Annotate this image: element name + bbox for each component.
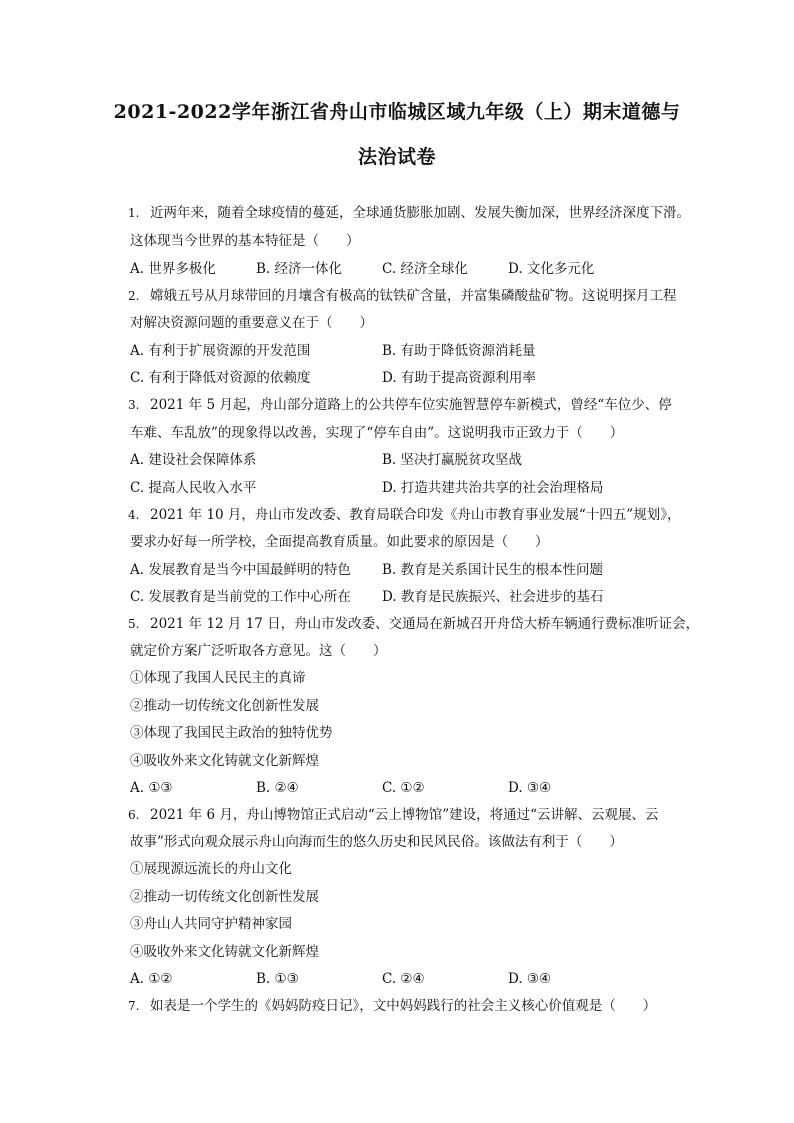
question-4-option-d: D. 教育是民族振兴、社会进步的基石 [382,589,604,605]
question-5-statement-1: ①体现了我国人民民主的真谛 [130,670,306,686]
question-6-option-a: A. ①② [130,971,173,987]
question-7-stem-line-1: 7. 如表是一个学生的《妈妈防疫日记》，文中妈妈践行的社会主义核心价值观是（ ） [128,998,657,1014]
question-1-option-b: B. 经济一体化 [256,261,343,277]
question-6-option-b: B. ①③ [256,971,299,987]
question-4-option-a: A. 发展教育是当今中国最鲜明的特色 [130,562,351,578]
question-5-option-c: C. ①② [382,780,425,796]
question-7-number: 7. [128,999,140,1013]
question-3-stem-line-1: 3. 2021 年 5 月起，舟山部分道路上的公共停车位实施智慧停车新模式，曾经“车位少、停 [128,397,672,413]
question-3-stem-line-2: 车难、车乱放”的现象得以改善，实现了“停车自由”。这说明我市正致力于（ ） [130,425,624,441]
question-5-statement-2: ②推动一切传统文化创新性发展 [130,698,319,714]
question-6-stem-line-1: 6. 2021 年 6 月，舟山博物馆正式启动“云上博物馆”建设，将通过“云讲解、云观展、云 [128,807,659,823]
question-2-option-a: A. 有利于扩展资源的开发范围 [130,343,311,359]
question-4-stem-line-2: 要求办好每一所学校，全面提高教育质量。如此要求的原因是（ ） [130,534,549,550]
question-5-option-d: D. ③④ [508,780,552,796]
question-3-option-a: A. 建设社会保障体系 [130,452,257,468]
question-3-number: 3. [128,398,140,412]
question-2-option-c: C. 有利于降低对资源的依赖度 [130,370,311,386]
question-5-option-b: B. ②④ [256,780,299,796]
exam-title-line-2: 法治试卷 [357,146,436,168]
question-4-stem-line-1: 4. 2021 年 10 月，舟山市发改委、教育局联合印发《舟山市教育事业发展“十四五”规划》， [128,507,681,523]
question-2-number: 2. [128,289,140,303]
question-1-stem-line-1: 1. 近两年来，随着全球疫情的蔓延，全球通货膨胀加剧、发展失衡加深，世界经济深度下滑。 [128,205,690,221]
question-4-number: 4. [128,508,140,522]
question-3-option-b: B. 坚决打赢脱贫攻坚战 [382,452,523,468]
question-5-stem-line-2: 就定价方案广泛听取各方意见。这（ ） [130,643,387,659]
question-6-option-d: D. ③④ [508,971,552,987]
exam-title-line-1: 2021-2022学年浙江省舟山市临城区域九年级（上）期末道德与 [113,101,681,123]
question-6-stem-line-2: 故事”形式向观众展示舟山向海而生的悠久历史和民风民俗。该做法有利于（ ） [130,834,623,850]
question-6-statement-2: ②推动一切传统文化创新性发展 [130,889,319,905]
question-2-stem-line-1: 2. 嫦娥五号从月球带回的月壤含有极高的钛铁矿含量，并富集磷酸盐矿物。这说明探月工程 [128,288,677,304]
question-6-number: 6. [128,808,140,822]
question-2-option-d: D. 有助于提高资源利用率 [382,370,536,386]
question-6-statement-3: ③舟山人共同守护精神家园 [130,916,292,932]
question-1-option-d: D. 文化多元化 [508,261,595,277]
question-4-option-c: C. 发展教育是当前党的工作中心所在 [130,589,351,605]
question-1-option-c: C. 经济全球化 [382,261,468,277]
question-5-stem-line-1: 5. 2021 年 12 月 17 日，舟山市发改委、交通局在新城召开舟岱大桥车辆通行费标准听证会， [128,616,700,632]
question-1-number: 1. [128,206,140,220]
question-6-statement-4: ④吸收外来文化铸就文化新辉煌 [130,944,319,960]
question-2-option-b: B. 有助于降低资源消耗量 [382,343,536,359]
question-6-statement-1: ①展现源远流长的舟山文化 [130,861,292,877]
question-4-option-b: B. 教育是关系国计民生的根本性问题 [382,562,604,578]
question-6-option-c: C. ②④ [382,971,425,987]
question-2-stem-line-2: 对解决资源问题的重要意义在于（ ） [130,315,373,331]
question-5-option-a: A. ①③ [130,780,173,796]
question-5-number: 5. [128,617,140,631]
question-3-option-c: C. 提高人民收入水平 [130,480,257,496]
question-3-option-d: D. 打造共建共治共享的社会治理格局 [382,480,604,496]
question-1-stem-line-2: 这体现当今世界的基本特征是（ ） [130,233,360,249]
question-1-option-a: A. 世界多极化 [130,261,216,277]
question-5-statement-3: ③体现了我国民主政治的独特优势 [130,725,333,741]
question-5-statement-4: ④吸收外来文化铸就文化新辉煌 [130,753,319,769]
